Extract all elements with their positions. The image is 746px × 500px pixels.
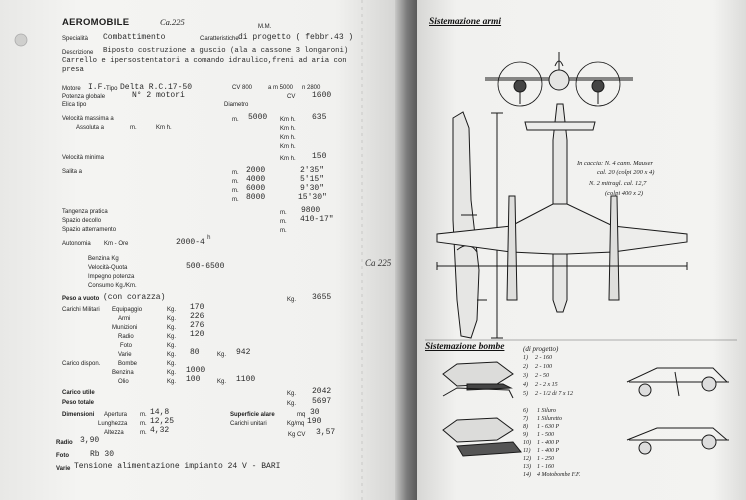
benzina-disp-value: 1000 (186, 366, 206, 375)
olio-kg: Kg. (167, 379, 177, 385)
vmin-value: 150 (312, 152, 327, 161)
armament-title: Sistemazione armi (429, 17, 502, 27)
vmax-m: m. (232, 117, 239, 123)
carichi-militari-label: Carichi Militari (62, 307, 100, 313)
bomb-list-b-value: 1 - 160 (537, 464, 554, 470)
munizioni-value: 276 (190, 321, 205, 330)
salita-m-2: m. (232, 179, 239, 185)
carico-utile-kg: Kg. (287, 391, 297, 397)
vmax-kmh: Km h. (280, 117, 296, 123)
equipaggio-value: 170 (190, 303, 205, 312)
motore-label: Motore (62, 86, 81, 92)
munizioni-label: Munizioni (112, 325, 138, 331)
bomb-list-a-value: 2 - 160 (535, 355, 552, 361)
bomb-list-b-num: 7) (523, 416, 528, 422)
radio-value: 120 (190, 330, 205, 339)
assoluta-m: m. (130, 125, 137, 131)
bomb-list-a-num: 5) (523, 391, 528, 397)
peso-vuoto-kg: Kg. (287, 297, 297, 303)
vmin-label: Velocità minima (62, 155, 105, 161)
peso-vuoto-note: (con corazza) (103, 293, 166, 302)
carichi-militari-total-kg: Kg. (217, 352, 227, 358)
benzina-label: Benzina Kg (88, 256, 119, 262)
bomb-list-a-value: 2 - 2 x 15 (535, 382, 558, 388)
bomb-list-a-value: 2 - 100 (535, 364, 552, 370)
salita-alt-3: 6000 (246, 184, 266, 193)
salita-time-4: 15'30" (298, 193, 327, 202)
tipo-value: Delta R.C.17-50 (120, 83, 193, 92)
bomb-list-b-value: 1 Siluro (537, 408, 556, 414)
carico-disp-total-kg: Kg. (217, 379, 227, 385)
decollo-value: 410-17" (300, 215, 334, 224)
armi-value: 226 (190, 312, 205, 321)
radio-kg: Kg. (167, 334, 177, 340)
aircraft-model: Ca.225 (160, 17, 185, 27)
salita-time-3: 9'30" (300, 184, 325, 193)
tangenza-label: Tangenza pratica (62, 209, 108, 215)
varie-bottom-value: Tensione alimentazione impianto 24 V - BARI (74, 462, 281, 471)
lunghezza-m: m. (140, 421, 147, 427)
descrizione-label: Descrizione (62, 50, 94, 56)
autonomia-value: 2000-4 (176, 238, 205, 247)
bomb-list-b-value: 1 - 250 (537, 456, 554, 462)
armament-note-1: In caccia: N. 4 cann. Mauser (577, 160, 653, 167)
potenza-value: N° 2 motori (132, 91, 185, 100)
motore-cv: CV 800 (232, 85, 253, 91)
equipaggio-kg: Kg. (167, 307, 177, 313)
bomb-list-a-num: 2) (523, 364, 528, 370)
book-gutter (395, 0, 417, 500)
motore-altitude: a m 5000 (268, 85, 294, 91)
superficie-mq: mq (297, 412, 306, 418)
autonomia-hours-sup: h (207, 234, 211, 241)
peso-totale-label: Peso totale (62, 400, 95, 406)
velocita-quota-label: Velocità-Quota (88, 265, 128, 271)
autonomia-unit: Km - Ore (104, 241, 129, 247)
assoluta-label: Assoluta a (76, 125, 105, 131)
carichi-militari-total: 942 (236, 348, 251, 357)
tipo-label: Tipo (106, 86, 118, 92)
descrizione-line-2: Carrello e ipersostentatori a comando idraulico,freni ad aria con (62, 57, 347, 65)
assoluta-kmh: Km h. (156, 125, 172, 131)
decollo-m: m. (280, 219, 287, 225)
radio-bottom-label: Radio (56, 440, 73, 446)
bomb-list-b-num: 13) (523, 464, 531, 470)
peso-totale-kg: Kg. (287, 401, 297, 407)
bomb-list-b-value: 1 - 630 P (537, 424, 560, 430)
armament-note-4: (colpi 400 x 2) (605, 190, 644, 197)
bomb-list-b-num: 8) (523, 424, 528, 430)
lunghezza-value: 12,25 (150, 417, 175, 426)
salita-label: Salita a (62, 169, 83, 175)
bomb-list-b-value: 1 - 400 P (537, 448, 560, 454)
salita-time-1: 2'35" (300, 166, 325, 175)
vmax-label: Velocità massima a (62, 116, 114, 122)
peso-totale-value: 5697 (312, 397, 332, 406)
mm-label: M.M. (258, 24, 272, 30)
descrizione-line-3: presa (62, 66, 84, 74)
elica-label: Elica tipo (62, 102, 87, 108)
bomb-list-a-value: 2 - 1/2 di 7 x 12 (535, 391, 573, 397)
caratteristiche-label: Caratteristiche (200, 36, 239, 42)
autonomia-label: Autonomia (62, 241, 91, 247)
foto-bottom-label: Foto (56, 453, 69, 459)
altezza-label: Altezza (104, 430, 124, 436)
caratteristiche-value: di progetto ( febbr.43 ) (238, 33, 354, 42)
atterramento-m: m. (280, 228, 287, 234)
specialita-label: Specialità (62, 36, 89, 42)
motore-rpm: n 2800 (302, 85, 321, 91)
aircraft-three-view (417, 0, 746, 500)
kmh-row-b: Km h. (280, 135, 296, 141)
specialita-value: Combattimento (103, 33, 166, 42)
right-page-drawings (417, 0, 746, 500)
armi-kg: Kg. (167, 316, 177, 322)
apertura-value: 14,8 (150, 408, 170, 417)
aircraft-title: AEROMOBILE (62, 17, 130, 28)
varie-bottom-label: Varie (56, 466, 71, 472)
salita-m-4: m. (232, 197, 239, 203)
bomb-list-b-num: 6) (523, 408, 528, 414)
bomb-list-b-value: 1 - 500 (537, 432, 554, 438)
kg-cv-value: 3,57 (316, 428, 336, 437)
bomb-list-b-num: 9) (523, 432, 528, 438)
peso-vuoto-label: Peso a vuoto (62, 296, 100, 302)
potenza-cv: CV (287, 94, 296, 100)
benzina-disp-label: Benzina (112, 370, 134, 376)
vmax-altitude: 5000 (248, 113, 268, 122)
olio-value: 100 (186, 375, 201, 384)
salita-alt-4: 8000 (246, 193, 266, 202)
salita-m-3: m. (232, 188, 239, 194)
bomb-title-note: (di progetto) (523, 345, 559, 353)
carichi-unitari-label: Carichi unitari (230, 421, 267, 427)
foto-bottom-value: Rb 30 (90, 450, 115, 459)
bomb-list-a-num: 3) (523, 373, 528, 379)
salita-alt-1: 2000 (246, 166, 266, 175)
carico-disp-total: 1100 (236, 375, 256, 384)
kg-cv-label: Kg CV (288, 432, 306, 438)
vmin-kmh: Km h. (280, 156, 296, 162)
peso-vuoto-value: 3655 (312, 293, 332, 302)
kmh-row-c: Km h. (280, 144, 296, 150)
kmh-row-a: Km h. (280, 126, 296, 132)
bombe-label: Bombe (118, 361, 138, 367)
apertura-label: Apertura (104, 412, 128, 418)
bomb-list-b-num: 10) (523, 440, 531, 446)
potenza-total: 1600 (312, 91, 332, 100)
carichi-unitari-kg: Kg/mq (287, 421, 305, 427)
varie-kg: Kg. (167, 352, 177, 358)
diametro-label: Diametro (224, 102, 249, 108)
bomb-list-b-num: 14) (523, 472, 531, 478)
carichi-unitari-value: 190 (307, 417, 322, 426)
motore-type: I.F. (88, 83, 108, 92)
armi-label: Armi (118, 316, 131, 322)
carico-utile-label: Carico utile (62, 390, 95, 396)
bomb-list-b-value: 4 Motobombe F.F. (537, 472, 581, 478)
equipaggio-label: Equipaggio (112, 307, 143, 313)
olio-label: Olio (118, 379, 129, 385)
foto-label: Foto (120, 343, 133, 349)
atterramento-label: Spazio atterramento (62, 227, 117, 233)
gutter-note: Ca 225 (365, 258, 392, 268)
bomb-list-a-num: 4) (523, 382, 528, 388)
apertura-m: m. (140, 412, 147, 418)
munizioni-kg: Kg. (167, 325, 177, 331)
tangenza-m: m. (280, 210, 287, 216)
decollo-label: Spazio decollo (62, 218, 102, 224)
superficie-value: 30 (310, 408, 320, 417)
armament-note-3: N. 2 mitragl. cal. 12,7 (589, 180, 647, 187)
radio-bottom-value: 3,90 (80, 436, 100, 445)
armament-note-2: cal. 20 (colpi 200 x 4) (597, 169, 655, 176)
impegno-label: Impegno potenza (88, 274, 135, 280)
bomb-list-b-num: 11) (523, 448, 531, 454)
potenza-label: Potenza globale (62, 94, 106, 100)
varie-value: 80 (190, 348, 200, 357)
bomb-list-b-value: 1 - 400 P (537, 440, 560, 446)
descrizione-line-1: Biposto costruzione a guscio (ala a cassone 3 longaroni) (103, 47, 349, 55)
carico-disp-label: Carico dispon. (62, 361, 101, 367)
carico-utile-value: 2042 (312, 387, 332, 396)
foto-kg: Kg. (167, 343, 177, 349)
varie-label: Varie (118, 352, 132, 358)
salita-time-2: 5'15" (300, 175, 325, 184)
bomb-list-a-num: 1) (523, 355, 528, 361)
tangenza-value: 9800 (301, 206, 321, 215)
vmax-value: 635 (312, 113, 327, 122)
lunghezza-label: Lunghezza (98, 421, 128, 427)
salita-alt-2: 4000 (246, 175, 266, 184)
bomb-list-a-value: 2 - 50 (535, 373, 549, 379)
bomb-list-b-num: 12) (523, 456, 531, 462)
dimensioni-label: Dimensioni (62, 412, 95, 418)
salita-m-1: m. (232, 170, 239, 176)
velocita-quota-value: 500-6500 (186, 262, 225, 271)
consumo-label: Consumo Kg./Km. (88, 283, 137, 289)
benzina-disp-kg: Kg. (167, 370, 177, 376)
bombe-kg: Kg. (167, 361, 177, 367)
superficie-label: Superficie alare (230, 412, 275, 418)
radio-label: Radio (118, 334, 134, 340)
altezza-value: 4,32 (150, 426, 170, 435)
bomb-list-b-value: 1 Siluretto (537, 416, 562, 422)
altezza-m: m. (140, 430, 147, 436)
bomb-title: Sistemazione bombe (425, 342, 505, 352)
